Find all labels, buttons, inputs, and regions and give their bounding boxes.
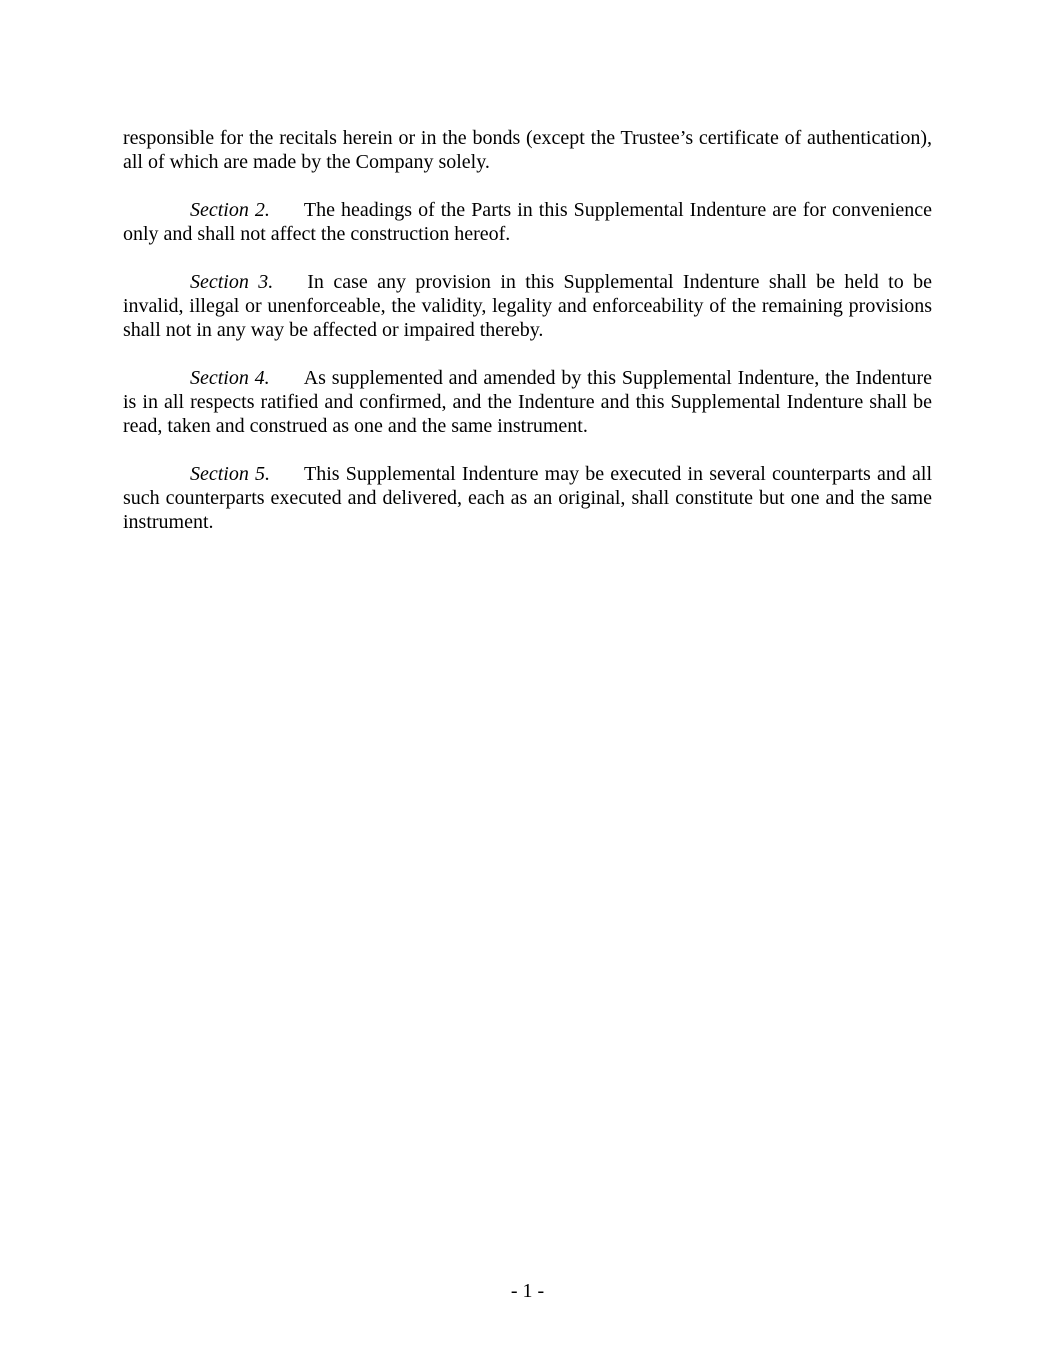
paragraph-text: This Supplemental Indenture may be executed in several counterparts and all such counterparts executed and delivered, each as an original, shall constitute but one and the same instrument.	[123, 463, 932, 533]
paragraph-text: As supplemented and amended by this Supplemental Indenture, the Indenture is in all respects ratified and confirmed, and the Indenture and this Supplemental Indenture shall be read, taken and construed as one and the same instrument.	[123, 367, 932, 437]
section-label: Section 2.	[190, 199, 270, 221]
paragraph-continuation	[123, 126, 932, 174]
page-number: - 1 -	[510, 1280, 545, 1302]
paragraph-text: In case any provision in this Supplemental Indenture shall be held to be invalid, illegal or unenforceable, the validity, legality and enforceability of the remaining provisions shall not in any way be affected or impaired thereby.	[123, 271, 932, 341]
paragraph-section-4	[123, 366, 932, 438]
paragraph-section-5	[123, 462, 932, 534]
paragraph-text: responsible for the recitals herein or in the bonds (except the Trustee’s certificate of authentication), all of which are made by the Company solely.	[123, 127, 932, 173]
paragraph-section-3	[123, 270, 932, 342]
section-label: Section 4.	[190, 367, 270, 389]
paragraph-text: The headings of the Parts in this Supplemental Indenture are for convenience only and shall not affect the construction hereof.	[123, 199, 932, 245]
paragraph-section-2	[123, 198, 932, 246]
document-body	[123, 126, 932, 558]
section-label: Section 3.	[190, 271, 274, 293]
section-label: Section 5.	[190, 463, 271, 485]
